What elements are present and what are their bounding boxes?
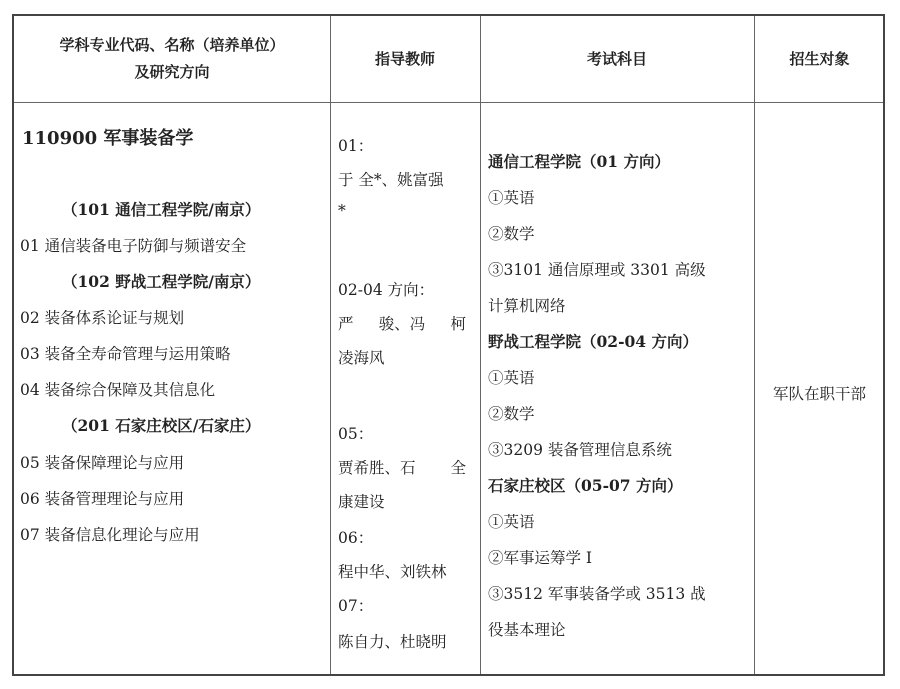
supervisor-names: *: [338, 202, 346, 220]
header-discipline: [14, 16, 330, 102]
exam-subject: ①英语: [488, 189, 535, 207]
header-divider: [14, 102, 883, 103]
exam-subject: ③3209 装备管理信息系统: [488, 441, 672, 459]
unit-heading: （101 通信工程学院/南京）: [62, 200, 261, 219]
admissions-table: [12, 14, 885, 676]
exam-section-title: 野战工程学院（02-04 方向）: [488, 332, 698, 351]
enrollment-target: 军队在职干部: [772, 385, 866, 403]
exam-subject: ②数学: [488, 225, 535, 243]
unit-heading: （102 野战工程学院/南京）: [62, 272, 261, 291]
research-direction: 02 装备体系论证与规划: [20, 309, 185, 327]
research-direction: 03 装备全寿命管理与运用策略: [20, 345, 231, 363]
supervisor-group-head: 07：: [338, 597, 374, 615]
unit-heading: （201 石家庄校区/石家庄）: [62, 416, 261, 435]
header-exam-subjects: 考试科目: [586, 49, 647, 68]
supervisor-name-part: 贾希胜、石: [338, 459, 416, 477]
supervisor-group-head: 05：: [338, 425, 374, 443]
supervisor-group-head: 06：: [338, 529, 374, 547]
exam-subject: ②军事运筹学 I: [488, 549, 593, 567]
supervisor-names: [338, 312, 466, 334]
supervisor-name-part: 严: [338, 315, 354, 333]
exam-subject: ①英语: [488, 513, 535, 531]
supervisor-group-head: 01：: [338, 137, 374, 155]
supervisor-name-part: 骏、冯: [378, 315, 426, 333]
supervisor-names: 凌海风: [338, 349, 385, 367]
exam-subject: ③3101 通信原理或 3301 高级: [488, 261, 706, 279]
research-direction: 05 装备保障理论与应用: [20, 454, 185, 472]
research-direction: 01 通信装备电子防御与频谱安全: [20, 237, 247, 255]
exam-subject: ②数学: [488, 405, 535, 423]
header-discipline-line2: 及研究方向: [134, 63, 210, 81]
exam-subject: ①英语: [488, 369, 535, 387]
exam-subject: 役基本理论: [488, 621, 566, 639]
research-direction: 06 装备管理理论与应用: [20, 490, 185, 508]
major-title: 110900 军事装备学: [22, 128, 194, 149]
column-divider: [754, 16, 755, 674]
supervisor-names: 陈自力、杜晓明: [338, 633, 447, 651]
header-supervisor: 指导教师: [374, 49, 435, 68]
supervisor-names: [338, 456, 466, 478]
header-enrollment-target: 招生对象: [789, 49, 850, 68]
exam-section-title: 石家庄校区（05-07 方向）: [488, 476, 683, 495]
exam-subject: ③3512 军事装备学或 3513 战: [488, 585, 706, 603]
supervisor-name-part: 全: [450, 459, 466, 477]
research-direction: 04 装备综合保障及其信息化: [20, 381, 216, 399]
column-divider: [330, 16, 331, 674]
supervisor-names: 程中华、刘铁林: [338, 563, 447, 581]
supervisor-name-part: 柯: [450, 315, 466, 333]
header-discipline-line1: 学科专业代码、名称（培养单位）: [59, 36, 285, 54]
exam-section-title: 通信工程学院（01 方向）: [488, 152, 670, 171]
column-divider: [480, 16, 481, 674]
supervisor-group-head: 02-04 方向：: [338, 281, 435, 299]
supervisor-names: 康建设: [338, 493, 385, 511]
exam-subject: 计算机网络: [488, 297, 566, 315]
research-direction: 07 装备信息化理论与应用: [20, 526, 200, 544]
supervisor-names: 于 全*、姚富强: [338, 171, 444, 189]
